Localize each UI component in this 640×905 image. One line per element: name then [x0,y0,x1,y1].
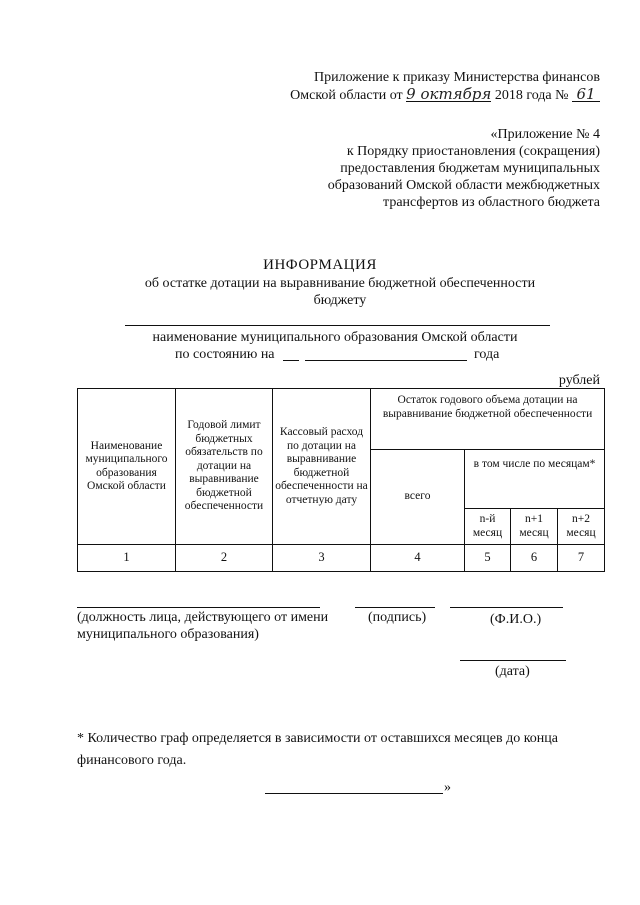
as-of-prefix: по состоянию на [175,347,275,362]
column-number: 3 [273,545,371,572]
col-header-cash-expense: Кассовый расход по дотации на выравнивание бюджетной обеспеченности на отчетную дату [273,389,371,545]
column-number: 4 [371,545,465,572]
column-number: 1 [78,545,176,572]
column-number: 5 [465,545,511,572]
handwritten-date: 9 октября [406,85,492,103]
unit-label: рублей [558,373,600,388]
col-header-monthly: в том числе по месяцам* [465,450,605,509]
order-reference-line1: Приложение к приказу Министерства финансов [314,70,600,85]
full-name-line [450,607,563,608]
closing-line [265,793,443,794]
municipality-name-line [125,325,550,326]
column-number: 7 [558,545,605,572]
col-header-month-n1: n+1 месяц [511,509,558,545]
municipality-caption: наименование муниципального образования Омской области [152,330,518,345]
handwritten-order-number: 61 [572,87,600,102]
column-number: 2 [176,545,273,572]
col-header-remaining: Остаток годового объема дотации на выравнивание бюджетной обеспеченности [371,389,605,450]
col-header-month-n2: n+2 месяц [558,509,605,545]
position-signature-line [77,607,320,608]
date-line [460,660,566,661]
annex-line: трансфертов из областного бюджета [383,195,600,210]
col-header-month-n: n-й месяц [465,509,511,545]
as-of-month-line [305,360,467,361]
full-name-caption: (Ф.И.О.) [490,612,542,627]
column-number: 6 [511,545,558,572]
col-header-municipality: Наименование муниципального образования Омской области [78,389,176,545]
document-subtitle-line2: бюджету [313,293,367,308]
order-year-number-label: 2018 года № [494,88,569,103]
order-date-prefix: Омской области от [290,88,403,103]
order-reference-line2 [290,87,600,105]
as-of-suffix: года [474,347,500,362]
annex-line: к Порядку приостановления (сокращения) [346,144,600,159]
col-header-annual-limit: Годовой лимит бюджетных обязательств по дотации на выравнивание бюджетной обеспеченности [176,389,273,545]
annex-line: предоставления бюджетам муниципальных [340,161,600,176]
position-caption: (должность лица, действующего от имени муниципального образования) [77,610,329,642]
annex-reference [270,126,600,211]
dotation-table [77,388,605,572]
signature-line [355,607,435,608]
document-title: ИНФОРМАЦИЯ [263,257,377,273]
annex-line: «Приложение № 4 [490,127,600,142]
footnote: * Количество граф определяется в зависимости от оставшихся месяцев до конца финансового года. [77,731,558,768]
annex-line: образований Омской области межбюджетных [327,178,600,193]
signature-caption: (подпись) [368,610,427,625]
document-subtitle-line1: об остатке дотации на выравнивание бюджетной обеспеченности [144,276,536,291]
as-of-day-line [283,360,299,361]
col-header-total: всего [371,450,465,545]
closing-quote-mark: » [444,780,451,795]
date-caption: (дата) [495,664,530,679]
